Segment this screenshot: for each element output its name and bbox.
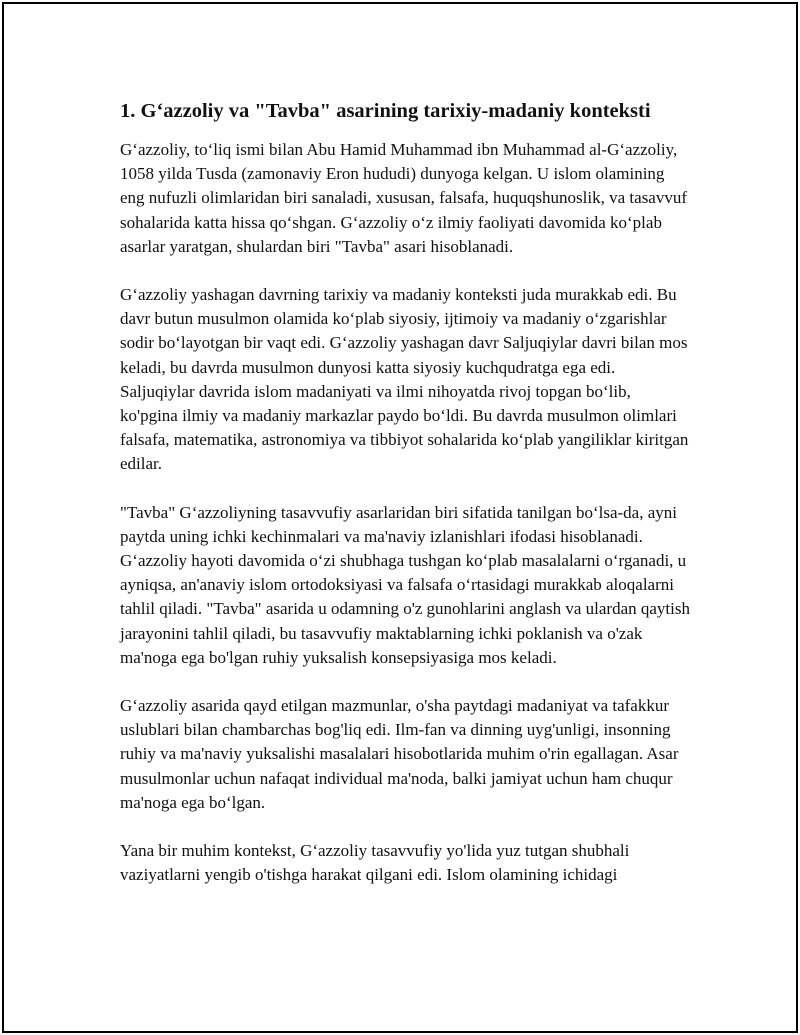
document-body — [120, 96, 692, 911]
document-page — [2, 2, 798, 1033]
section-heading: 1. G‘azzoliy va "Tavba" asarining tarixiy-madaniy konteksti — [120, 100, 651, 122]
paragraph-4: G‘azzoliy asarida qayd etilgan mazmunlar, o'sha paytdagi madaniyat va tafakkur uslublari bilan chambarchas bog'liq edi. Ilm-fan va dinning uyg'unligi, insonning ruhiy va ma'naviy yuksalishi masalalari hisobotlarida muhim o'rin egallagan. Asar musulmonlar uchun nafaqat individual ma'noda, balki jamiyat uchun ham chuqur ma'noga ega bo‘lgan. — [120, 696, 679, 812]
paragraph-3: "Tavba" G‘azzoliyning tasavvufiy asarlaridan biri sifatida tanilgan bo‘lsa-da, ayni paytda uning ichki kechinmalari va ma'naviy izlanishlari ifodasi hisoblanadi. G‘azzoliy hayoti davomida o‘zi shubhaga tushgan ko‘plab masalalarni o‘rganadi, u ayniqsa, an'anaviy islom ortodoksiyasi va falsafa o‘rtasidagi murakkab aloqalarni tahlil qiladi. "Tavba" asarida u odamning o'z gunohlarini anglash va ulardan qaytish jarayonini tahlil qiladi, bu tasavvufiy maktablarning ichki poklanish va o'zak ma'noga ega bo'lgan ruhiy yuksalish konsepsiyasiga mos keladi. — [120, 502, 690, 667]
paragraph-2: G‘azzoliy yashagan davrning tarixiy va madaniy konteksti juda murakkab edi. Bu davr butun musulmon olamida ko‘plab siyosiy, ijtimoiy va madaniy o‘zgarishlar sodir bo‘layotgan bir vaqt edi. G‘azzoliy yashagan davr Saljuqiylar davri bilan mos keladi, bu davrda musulmon dunyosi katta siyosiy kuchqudratga ega edi. Saljuqiylar davrida islom madaniyati va ilmi nihoyatda rivoj topgan bo‘lib, ko'pgina ilmiy va madaniy markazlar paydo bo‘ldi. Bu davrda musulmon olimlari falsafa, matematika, astronomiya va tibbiyot sohalarida ko‘plab yangiliklar kiritgan edilar. — [120, 285, 689, 474]
paragraph-1: G‘azzoliy, to‘liq ismi bilan Abu Hamid Muhammad ibn Muhammad al-G‘azzoliy, 1058 yilda Tusda (zamonaviy Eron hududi) dunyoga kelgan. U islom olamining eng nufuzli olimlaridan biri sanaladi, xususan, falsafa, huquqshunoslik, va tasavvuf sohalarida katta hissa qo‘shgan. G‘azzoliy o‘z ilmiy faoliyati davomida ko‘plab asarlar yaratgan, shulardan biri "Tavba" asari hisoblanadi. — [120, 140, 688, 256]
paragraph-5: Yana bir muhim kontekst, G‘azzoliy tasavvufiy yo'lida yuz tutgan shubhali vaziyatlarni yengib o'tishga harakat qilgani edi. Islom olamining ichidagi — [120, 841, 630, 885]
